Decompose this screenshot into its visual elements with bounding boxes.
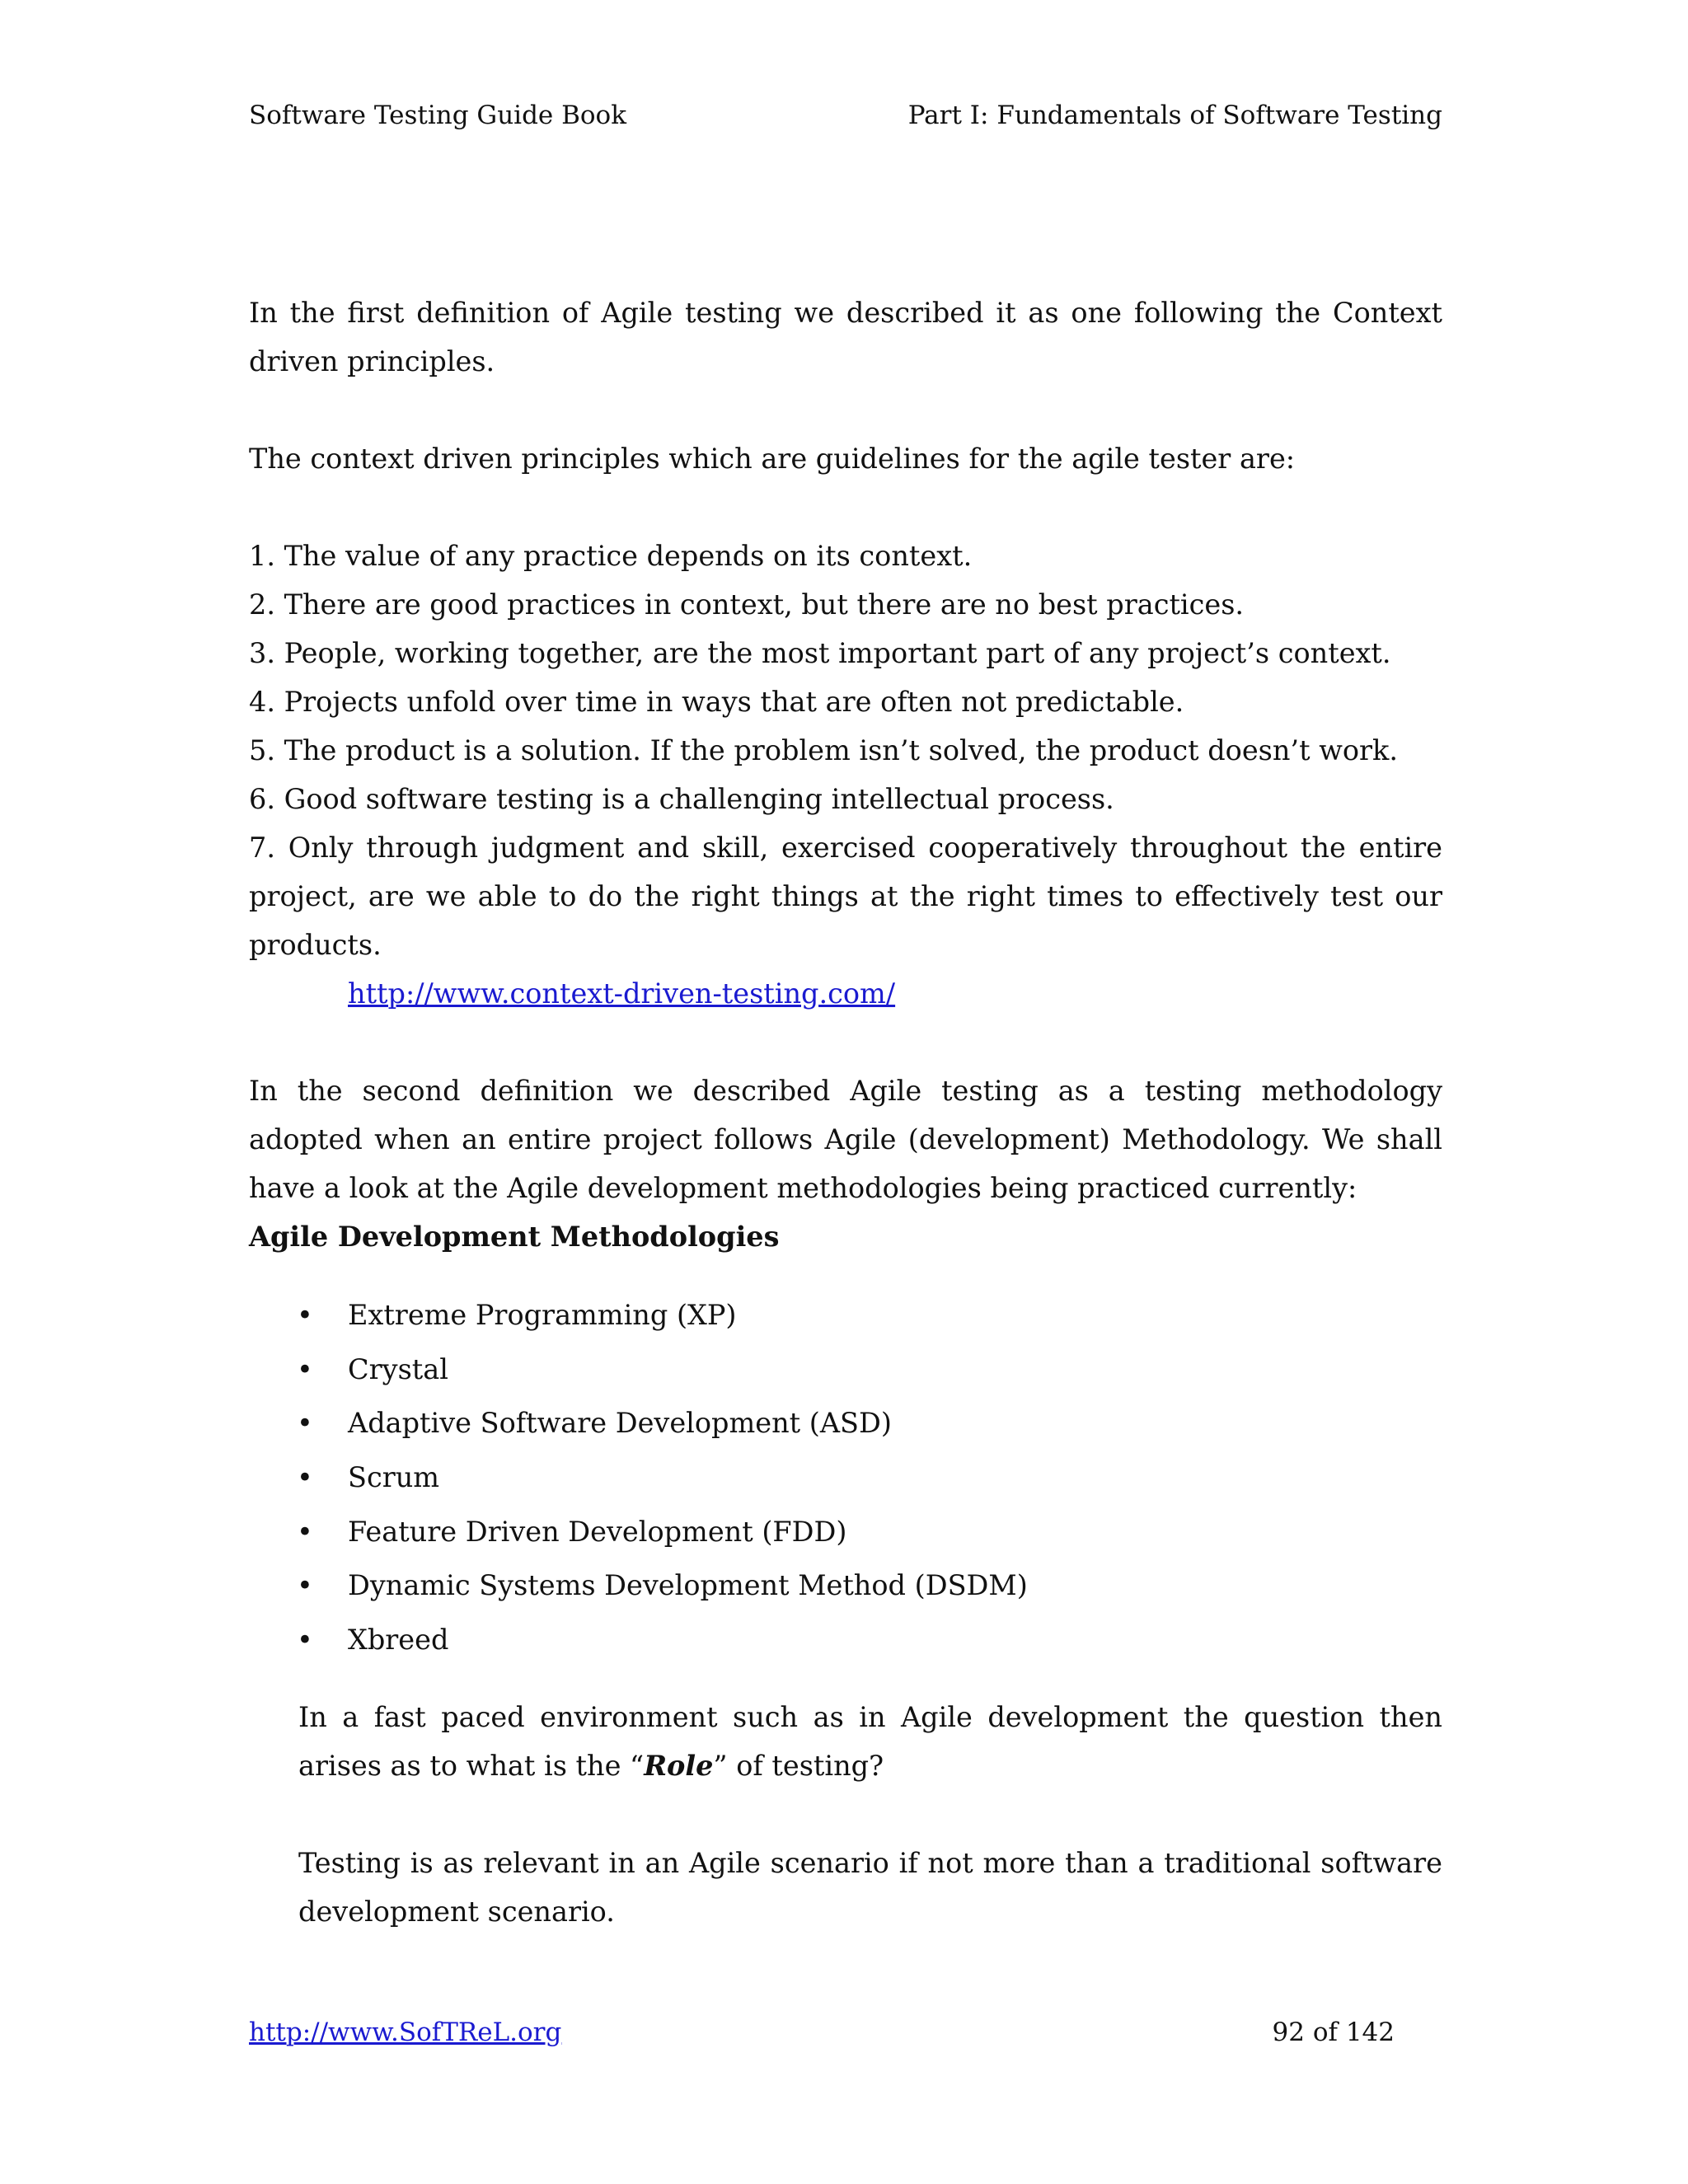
principle-item: 7. Only through judgment and skill, exercised cooperatively throughout the entire project, are we able to do the right things at the right times to effectively test our products. [249, 832, 1442, 961]
list-item [249, 1345, 1442, 1399]
principle-item: 6. Good software testing is a challenging intellectual process. [249, 783, 1114, 815]
role-question-suffix: ” of testing? [713, 1749, 884, 1782]
bullet-icon: • [297, 1461, 313, 1494]
list-item-label: Crystal [348, 1352, 448, 1385]
page-header [249, 97, 1442, 134]
list-item [249, 1507, 1442, 1562]
list-item-label: Adaptive Software Development (ASD) [348, 1407, 892, 1440]
list-item [249, 1615, 1442, 1670]
paragraph-principles-intro: The context driven principles which are guidelines for the agile tester are: [249, 443, 1296, 475]
list-item [249, 1291, 1442, 1345]
list-item-label: Dynamic Systems Development Method (DSDM) [348, 1569, 1028, 1602]
list-item [249, 1399, 1442, 1453]
bullet-icon: • [297, 1407, 313, 1440]
bullet-icon: • [297, 1569, 313, 1602]
paragraph-role-question [249, 1693, 1442, 1790]
list-item-label: Extreme Programming (XP) [348, 1299, 737, 1331]
bullet-icon: • [297, 1515, 313, 1548]
header-part-title: Part I: Fundamentals of Software Testing [907, 101, 1442, 130]
methodologies-list [249, 1291, 1442, 1670]
page-number: 92 of 142 [1272, 2018, 1395, 2047]
principle-item: 3. People, working together, are the most important part of any project’s context. [249, 637, 1391, 669]
principle-item: 1. The value of any practice depends on its context. [249, 540, 973, 572]
bullet-icon: • [297, 1352, 313, 1385]
context-driven-link-line [249, 969, 1442, 1018]
principle-item: 4. Projects unfold over time in ways that are often not predictable. [249, 686, 1184, 718]
header-book-title: Software Testing Guide Book [249, 101, 627, 130]
principle-item: 2. There are good practices in context, but there are no best practices. [249, 588, 1245, 621]
bullet-icon: • [297, 1299, 313, 1331]
list-item [249, 1453, 1442, 1507]
page-footer [249, 2014, 1395, 2050]
page-body [249, 288, 1442, 1936]
principles-list [249, 532, 1442, 969]
list-item-label: Feature Driven Development (FDD) [348, 1515, 847, 1548]
paragraph-context-driven-intro: In the first definition of Agile testing we described it as one following the Context driven principles. [249, 297, 1442, 377]
list-item-label: Xbreed [348, 1624, 449, 1657]
context-driven-testing-link[interactable]: http://www.context-driven-testing.com/ [348, 977, 896, 1010]
role-question-prefix: In a fast paced environment such as in Agile development the question then arises as to what is the “ [298, 1700, 1442, 1782]
section-heading: Agile Development Methodologies [249, 1221, 780, 1253]
list-item-label: Scrum [348, 1461, 440, 1494]
paragraph-second-definition: In the second definition we described Agile testing as a testing methodology adopted when an entire project follows Agile (development) Methodology. We shall have a look at the Agile development methodologies being practiced currently: [249, 1075, 1442, 1204]
bullet-icon: • [297, 1624, 313, 1657]
role-emphasis: Role [644, 1749, 714, 1782]
paragraph-testing-relevance: Testing is as relevant in an Agile scenario if not more than a traditional software development scenario. [298, 1846, 1442, 1928]
list-item [249, 1561, 1442, 1615]
footer-softrel-link[interactable]: http://www.SofTReL.org [249, 2018, 562, 2047]
principle-item: 5. The product is a solution. If the problem isn’t solved, the product doesn’t work. [249, 734, 1398, 766]
